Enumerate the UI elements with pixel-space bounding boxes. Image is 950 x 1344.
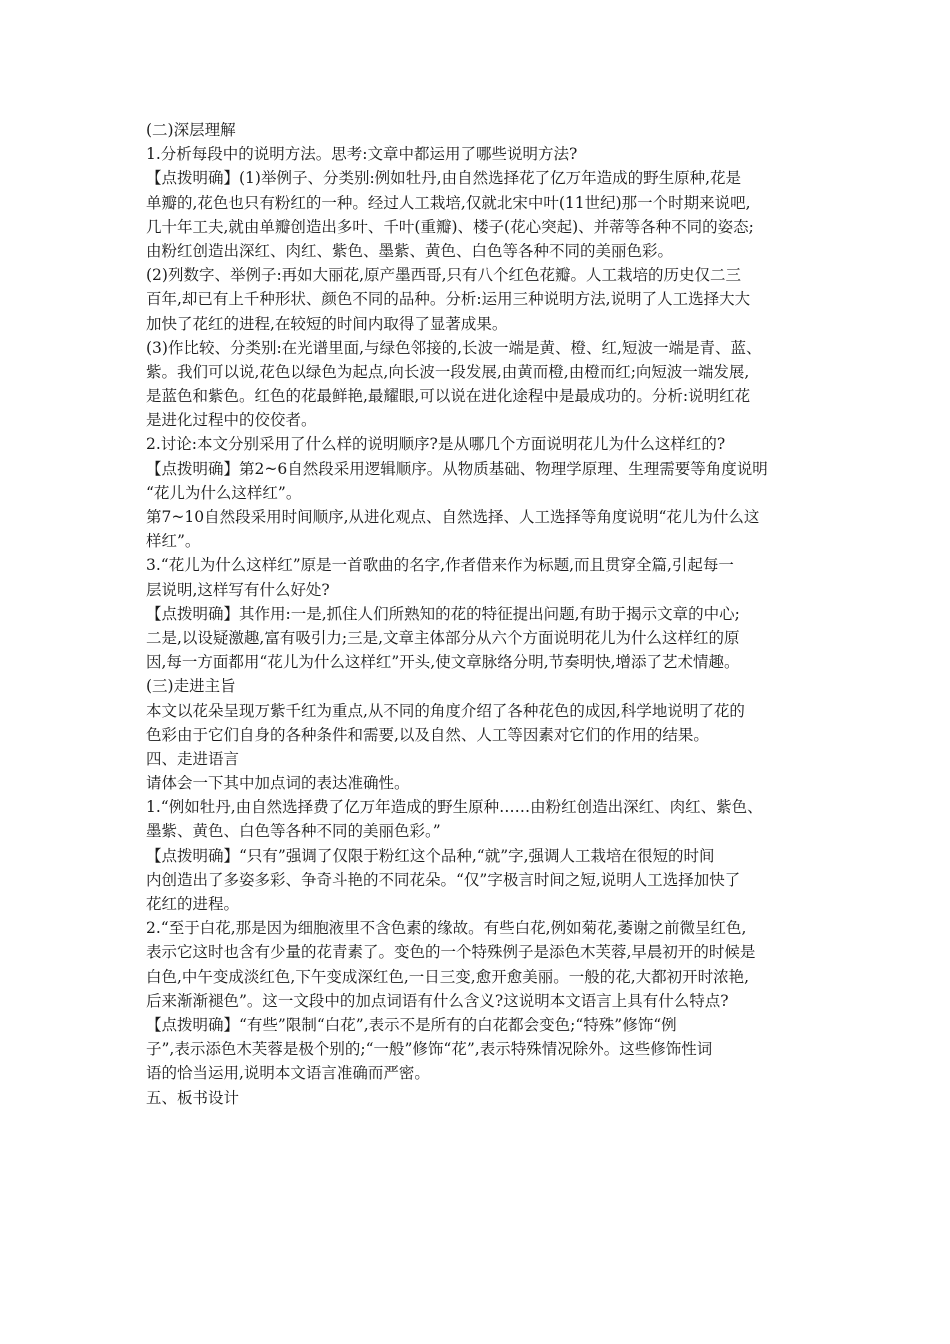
text-line: (三)走进主旨 [146,677,236,696]
text-line: 后来渐渐褪色”。这一文段中的加点词语有什么含义?这说明本文语言上具有什么特点? [146,991,729,1010]
text-line: 几十年工夫,就由单瓣创造出多叶、千叶(重瓣)、楼子(花心突起)、并蒂等各种不同的姿态; [146,217,754,236]
text-line: 2.“至于白花,那是因为细胞液里不含色素的缘故。有些白花,例如菊花,萎谢之前微呈红色, [146,919,747,938]
text-line: 二是,以设疑激趣,富有吸引力;三是,文章主体部分从六个方面说明花儿为什么这样红的原 [146,628,740,647]
text-line: 五、板书设计 [146,1088,240,1107]
text-line: (2)列数字、举例子:再如大丽花,原产墨西哥,只有八个红色花瓣。人工栽培的历史仅二三 [146,266,742,285]
text-line: 【点拨明确】“只有”强调了仅限于粉红这个品种,“就”字,强调人工栽培在很短的时间 [146,846,715,865]
text-line: 请体会一下其中加点词的表达准确性。 [146,774,410,793]
text-line: 因,每一方面都用“花儿为什么这样红”开头,使文章脉络分明,节奏明快,增添了艺术情趣。 [146,653,740,672]
document-body [146,118,826,1110]
text-line: 紫。我们可以说,花色以绿色为起点,向长波一段发展,由黄而橙,由橙而红;向短波一端发展, [146,362,750,381]
text-line: 1.“例如牡丹,由自然选择费了亿万年造成的野生原种……由粉红创造出深红、肉红、紫色、 [146,798,763,817]
text-line: 1.分析每段中的说明方法。思考:文章中都运用了哪些说明方法? [146,145,578,164]
text-line: 表示它这时也含有少量的花青素了。变色的一个特殊例子是添色木芙蓉,早晨初开的时候是 [146,943,756,962]
text-line: 百年,却已有上千种形状、颜色不同的品种。分析:运用三种说明方法,说明了人工选择大大 [146,290,751,309]
text-line: 色彩由于它们自身的各种条件和需要,以及自然、人工等因素对它们的作用的结果。 [146,725,709,744]
text-line: 本文以花朵呈现万紫千红为重点,从不同的角度介绍了各种花色的成因,科学地说明了花的 [146,701,745,720]
text-line: 单瓣的,花色也只有粉红的一种。经过人工栽培,仅就北宋中叶(11世纪)那一个时期来说吧, [146,193,751,212]
text-line: 【点拨明确】其作用:一是,抓住人们所熟知的花的特征提出问题,有助于揭示文章的中心; [146,604,740,623]
text-line: 3.“花儿为什么这样红”原是一首歌曲的名字,作者借来作为标题,而且贯穿全篇,引起每一 [146,556,734,575]
text-line: 【点拨明确】(1)举例子、分类别:例如牡丹,由自然选择花了亿万年造成的野生原种,花是 [146,169,742,188]
text-line: (3)作比较、分类别:在光谱里面,与绿色邻接的,长波一端是黄、橙、红,短波一端是青、蓝、 [146,338,762,357]
text-line: 第7~10自然段采用时间顺序,从进化观点、自然选择、人工选择等角度说明“花儿为什么这 [146,508,760,526]
text-line: 【点拨明确】“有些”限制“白花”,表示不是所有的白花都会变色;“特殊”修饰“例 [146,1015,677,1034]
text-line: 层说明,这样写有什么好处? [146,580,330,599]
text-line: 四、走进语言 [146,749,240,768]
text-line: 语的恰当运用,说明本文语言准确而严密。 [146,1064,430,1083]
text-line: 白色,中午变成淡红色,下午变成深红色,一日三变,愈开愈美丽。一般的花,大都初开时浓艳, [146,967,750,986]
text-line: 花红的进程。 [146,895,240,913]
text-line: 2.讨论:本文分别采用了什么样的说明顺序?是从哪几个方面说明花儿为什么这样红的? [146,435,726,454]
text-line: 墨紫、黄色、白色等各种不同的美丽色彩。” [146,822,441,841]
text-line: 【点拨明确】第2~6自然段采用逻辑顺序。从物质基础、物理学原理、生理需要等角度说明 [146,459,768,478]
text-line: 内创造出了多姿多彩、争奇斗艳的不同花朵。“仅”字极言时间之短,说明人工选择加快了 [146,870,741,889]
text-line: 由粉红创造出深红、肉红、紫色、墨紫、黄色、白色等各种不同的美丽色彩。 [146,241,674,260]
text-line: (二)深层理解 [146,121,236,139]
text-line: 加快了花红的进程,在较短的时间内取得了显著成果。 [146,314,508,333]
text-line: “花儿为什么这样红”。 [146,483,302,502]
text-line: 样红”。 [146,532,201,551]
text-line: 子”,表示添色木芙蓉是极个别的;“一般”修饰“花”,表示特殊情况除外。这些修饰性词 [146,1040,713,1059]
text-line: 是进化过程中的佼佼者。 [146,411,317,430]
text-line: 是蓝色和紫色。红色的花最鲜艳,最耀眼,可以说在进化途程中是最成功的。分析:说明红花 [146,387,751,406]
